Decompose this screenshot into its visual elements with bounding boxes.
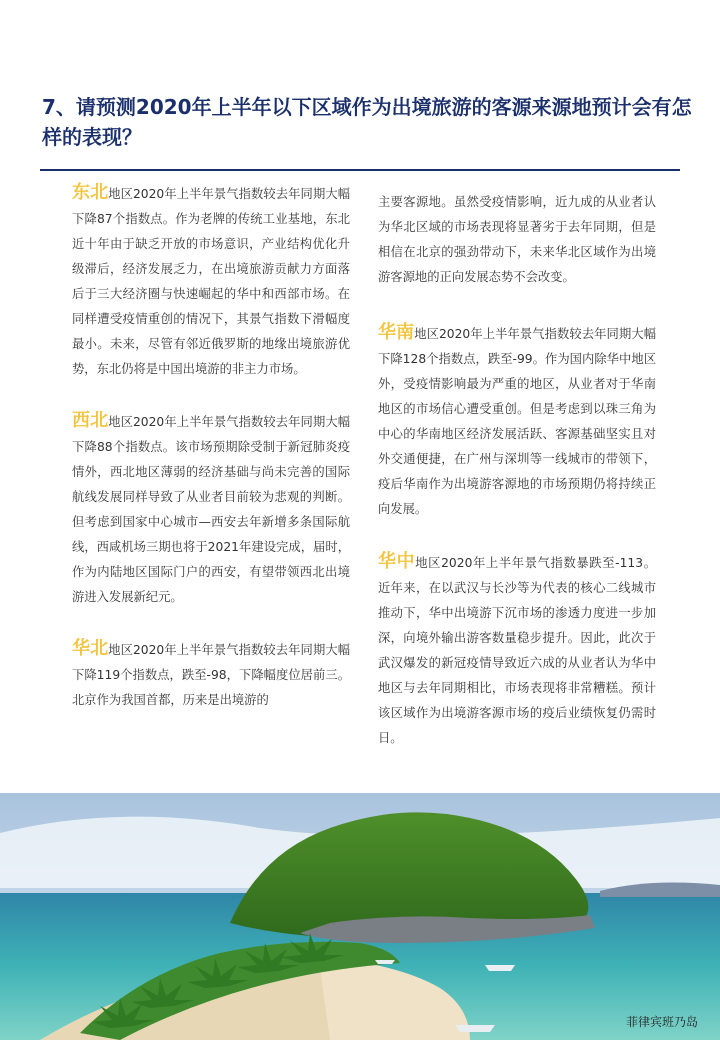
section-text: 地区2020年上半年景气指数较去年同期大幅下降88个指数点。该市场预期除受制于新冠肺炎疫情外，西北地区薄弱的经济基础与尚未完善的国际航线发展同样导致了从业者目前较为悲观的判断。但考虑到国家中心城市—西安去年新增多条国际航线，西咸机场三期也将于2021年建设完成，届时，作为内陆地区国际门户的西安，有望带领西北出境游进入发展新纪元。 [72, 415, 351, 604]
page-title: 7、请预测2020年上半年以下区域作为出境旅游的客源来源地预计会有怎样的表现？ [42, 95, 692, 149]
section-text: 主要客源地。虽然受疫情影响，近九成的从业者认为华北区域的市场表现将显著劣于去年同期，但是相信在北京的强劲带动下，未来华北区域作为出境游客源地的正向发展态势不会改变。 [378, 195, 656, 284]
title-divider [40, 169, 680, 171]
island-photo [0, 793, 720, 1040]
region-heading: 华中 [378, 551, 416, 572]
left-column [72, 180, 350, 713]
section-xibei [72, 408, 350, 610]
region-heading: 西北 [72, 410, 109, 431]
section-huabei [72, 636, 350, 713]
region-heading: 华北 [72, 638, 109, 659]
section-text: 地区2020年上半年景气指数较去年同期大幅下降128个指数点，跌至-99。作为国内除华中地区外，受疫情影响最为严重的地区，从业者对于华南地区的市场信心遭受重创。但是考虑到以珠三角为中心的华南地区经济发展活跃、客源基础坚实且对外交通便捷，在广州与深圳等一线城市的带领下，疫后华南作为出境游客源地的市场预期仍将持续正向发展。 [378, 327, 657, 516]
section-huazhong [378, 549, 656, 751]
right-column [378, 190, 656, 751]
section-text: 地区2020年上半年景气指数暴跌至-113。近年来，在以武汉与长沙等为代表的核心二线城市推动下，华中出境游下沉市场的渗透力度进一步加深，向境外输出游客数量稳步提升。因此，此次于武汉爆发的新冠疫情导致近六成的从业者认为华中地区与去年同期相比，市场表现将非常糟糕。预计该区域作为出境游客源市场的疫后业绩恢复仍需时日。 [378, 556, 656, 745]
section-text: 地区2020年上半年景气指数较去年同期大幅下降87个指数点。作为老牌的传统工业基地，东北近十年由于缺乏开放的市场意识，产业结构优化升级滞后，经济发展乏力，在出境旅游贡献力方面落后于三大经济圈与快速崛起的华中和西部市场。在同样遭受疫情重创的情况下，其景气指数下滑幅度最小。未来，尽管有邻近俄罗斯的地缘出境旅游优势，东北仍将是中国出境游的非主力市场。 [72, 187, 351, 376]
section-dongbei [72, 180, 350, 382]
section-huabei-continued [378, 190, 656, 290]
region-heading: 东北 [72, 182, 109, 203]
section-text: 地区2020年上半年景气指数较去年同期大幅下降119个指数点，跌至-98，下降幅度位居前三。北京作为我国首都，历来是出境游的 [72, 643, 351, 707]
section-huanan [378, 320, 656, 522]
region-heading: 华南 [378, 322, 415, 343]
photo-caption: 菲律宾班乃岛 [625, 1015, 698, 1029]
